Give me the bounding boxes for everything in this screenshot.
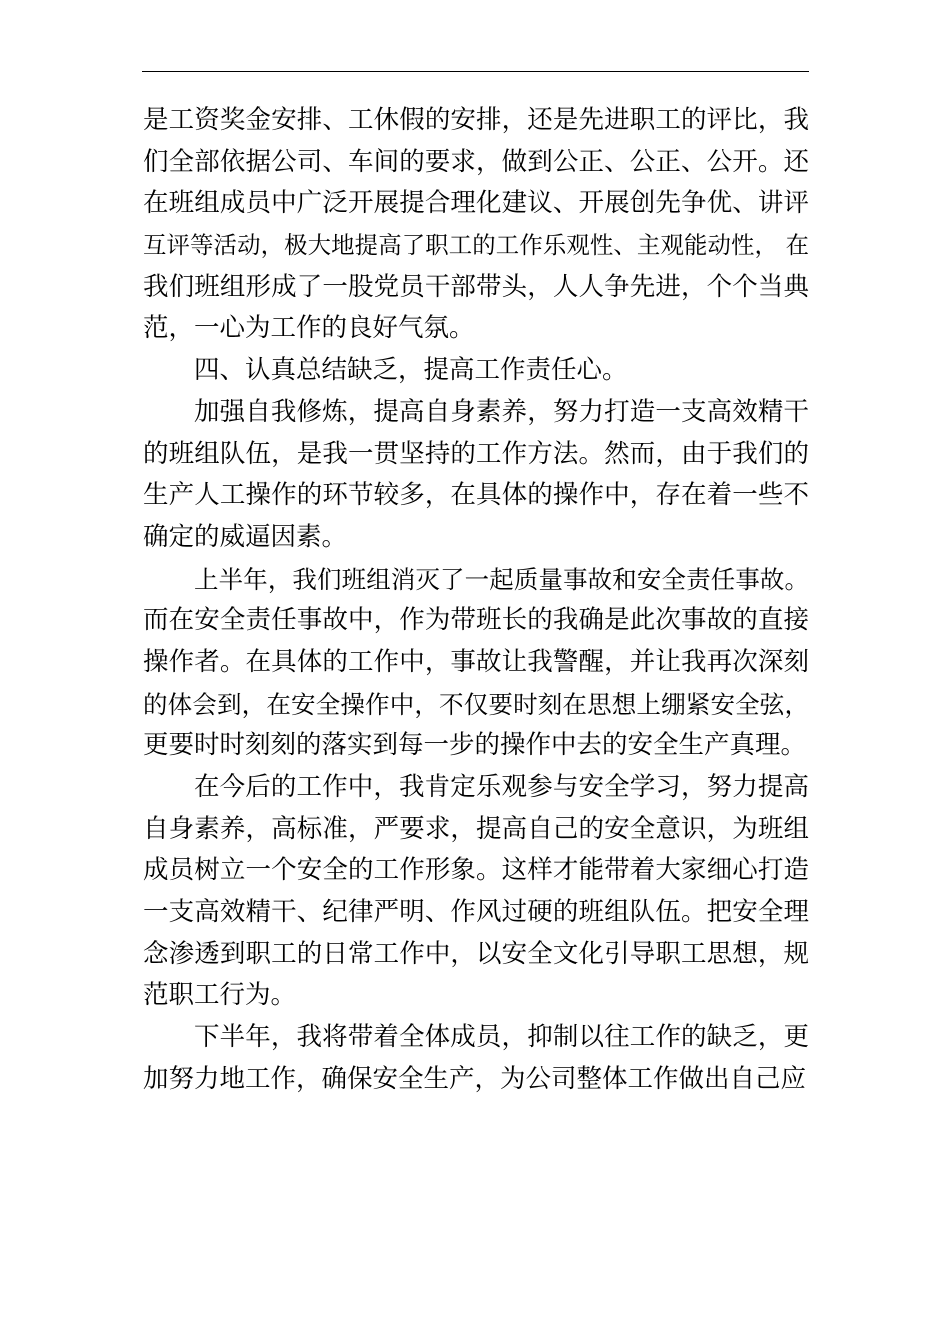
text-line: 成员树立一个安全的工作形象。这样才能带着大家细心打造 xyxy=(143,855,809,886)
text-line: 在班组成员中广泛开展提合理化建议、开展创先争优、讲评 xyxy=(143,188,809,219)
header-rule xyxy=(142,71,809,72)
text-line: 自身素养，高标准，严要求，提高自己的安全意识，为班组 xyxy=(143,813,809,844)
text-line: 一支高效精干、纪律严明、作风过硬的班组队伍。把安全理 xyxy=(143,897,809,928)
text-line: 我们班组形成了一股党员干部带头，人人争先进，个个当典 xyxy=(143,271,809,302)
text-line: 范职工行为。 xyxy=(143,980,297,1011)
text-line: 下半年，我将带着全体成员，抑制以往工作的缺乏，更 xyxy=(194,1022,809,1053)
text-line: 加努力地工作，确保安全生产，为公司整体工作做出自己应 xyxy=(143,1063,807,1094)
text-line: 念渗透到职工的日常工作中，以安全文化引导职工思想，规 xyxy=(143,938,809,969)
text-line: 范，一心为工作的良好气氛。 xyxy=(143,313,475,344)
text-line: 加强自我修炼，提高自身素养，努力打造一支高效精干 xyxy=(194,396,809,427)
text-line: 而在安全责任事故中，作为带班长的我确是此次事故的直接 xyxy=(143,605,809,636)
text-line: 操作者。在具体的工作中，事故让我警醒，并让我再次深刻 xyxy=(143,646,809,677)
text-line: 的班组队伍，是我一贯坚持的工作方法。然而，由于我们的 xyxy=(143,438,809,469)
text-line: 是工资奖金安排、工休假的安排，还是先进职工的评比，我 xyxy=(143,105,809,135)
text-line: 更要时时刻刻的落实到每一步的操作中去的安全生产真理。 xyxy=(143,730,807,761)
text-line: 的体会到，在安全操作中，不仅要时刻在思想上绷紧安全弦， xyxy=(143,689,809,719)
text-line: 四、认真总结缺乏，提高工作责任心。 xyxy=(194,355,628,386)
text-line: 上半年，我们班组消灭了一起质量事故和安全责任事故。 xyxy=(194,564,809,594)
text-line: 生产人工操作的环节较多，在具体的操作中，存在着一些不 xyxy=(143,480,809,511)
text-line: 们全部依据公司、车间的要求，做到公正、公正、公开。还 xyxy=(143,146,809,177)
document-body xyxy=(143,100,809,1101)
text-line: 在今后的工作中，我肯定乐观参与安全学习，努力提高 xyxy=(194,772,809,802)
text-line: 互评等活动，极大地提高了职工的工作乐观性、主观能动性， 在 xyxy=(143,231,809,260)
text-line: 确定的威逼因素。 xyxy=(143,521,348,552)
